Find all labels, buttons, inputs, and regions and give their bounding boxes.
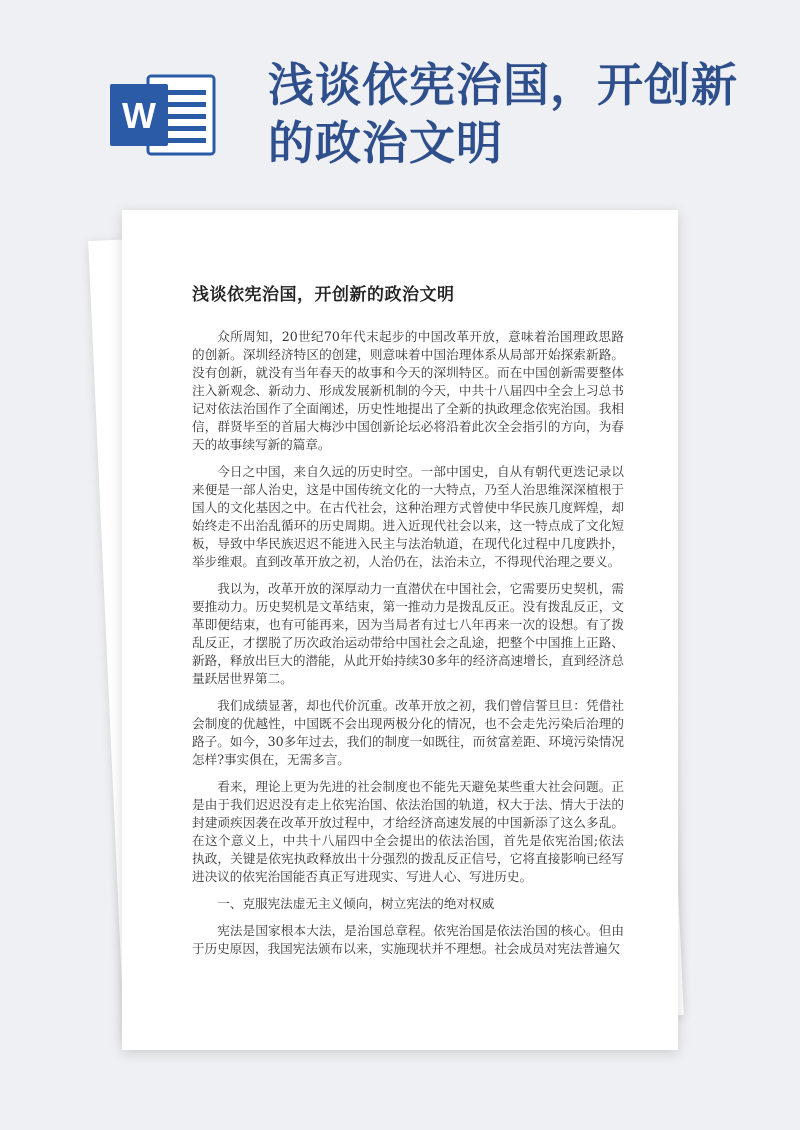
section-heading: 一、克服宪法虚无主义倾向，树立宪法的绝对权威 (217, 896, 495, 911)
paragraph: 我以为，改革开放的深厚动力一直潜伏在中国社会，它需要历史契机，需要推动力。历史契机是文革结束，第一推动力是拨乱反正。没有拨乱反正，文革即便结束，也有可能再来，因为当局者有过七八年再来一次的设想。有了拨乱反正，才摆脱了历次政治运动带给中国社会之乱途，把整个中国推上正路、新路，释放出巨大的潜能，从此开始持续30多年的经济高速增长，直到经济总量跃居世界第二。 (192, 581, 624, 686)
banner-title: 浅谈依宪治国，开创新的政治文明 (268, 58, 738, 170)
document-title: 浅谈依宪治国，开创新的政治文明 (192, 285, 455, 305)
paragraph: 今日之中国，来自久远的历史时空。一部中国史，自从有朝代更迭记录以来便是一部人治史，这是中国传统文化的一大特点，乃至人治思维深深植根于国人的文化基因之中。在古代社会，这种治理方式曾使中华民族几度辉煌，却始终走不出治乱循环的历史周期。进入近现代社会以来，这一特点成了文化短板，导致中华民族迟迟不能进入民主与法治轨道，在现代化过程中几度跌扑，举步维艰。直到改革开放之初，人治仍在，法治未立，不得现代治理之要义。 (192, 464, 624, 569)
paragraph: 我们成绩显著，却也代价沉重。改革开放之初，我们曾信誓旦旦：凭借社会制度的优越性，中国既不会出现两极分化的情况，也不会走先污染后治理的路子。如今，30多年过去，我们的制度一如既往，而贫富差距、环境污染情况怎样?事实俱在，无需多言。 (192, 698, 624, 767)
paragraph: 看来，理论上更为先进的社会制度也不能先天避免某些重大社会问题。正是由于我们迟迟没有走上依宪治国、依法治国的轨道，权大于法、情大于法的封建顽疾因袭在改革开放过程中，才给经济高速发展的中国新添了这么多乱。在这个意义上，中共十八届四中全会提出的依法治国，首先是依宪治国;依法执政，关键是依宪执政释放出十分强烈的拨乱反正信号，它将直接影响已经写进决议的依宪治国能否真正写进现实、写进人心、写进历史。 (192, 779, 624, 884)
paragraph: 宪法是国家根本大法，是治国总章程。依宪治国是依法治国的核心。但由于历史原因，我国宪法颁布以来，实施现状并不理想。社会成员对宪法普遍欠 (192, 923, 624, 956)
paragraph: 众所周知，20世纪70年代末起步的中国改革开放，意味着治国理政思路的创新。深圳经济特区的创建，则意味着中国治理体系从局部开始探索新路。没有创新，就没有当年春天的故事和今天的深圳特区。而在中国创新需要整体注入新观念、新动力、形成发展新机制的今天，中共十八届四中全会上习总书记对依法治国作了全面阐述，历史性地提出了全新的执政理念依宪治国。我相信，群贤毕至的首届大梅沙中国创新论坛必将沿着此次全会指引的方向，为春天的故事续写新的篇章。 (192, 329, 624, 452)
document-page (122, 210, 678, 1050)
svg-text:W: W (122, 95, 156, 136)
document-body (192, 328, 624, 967)
word-logo-icon (108, 70, 218, 160)
